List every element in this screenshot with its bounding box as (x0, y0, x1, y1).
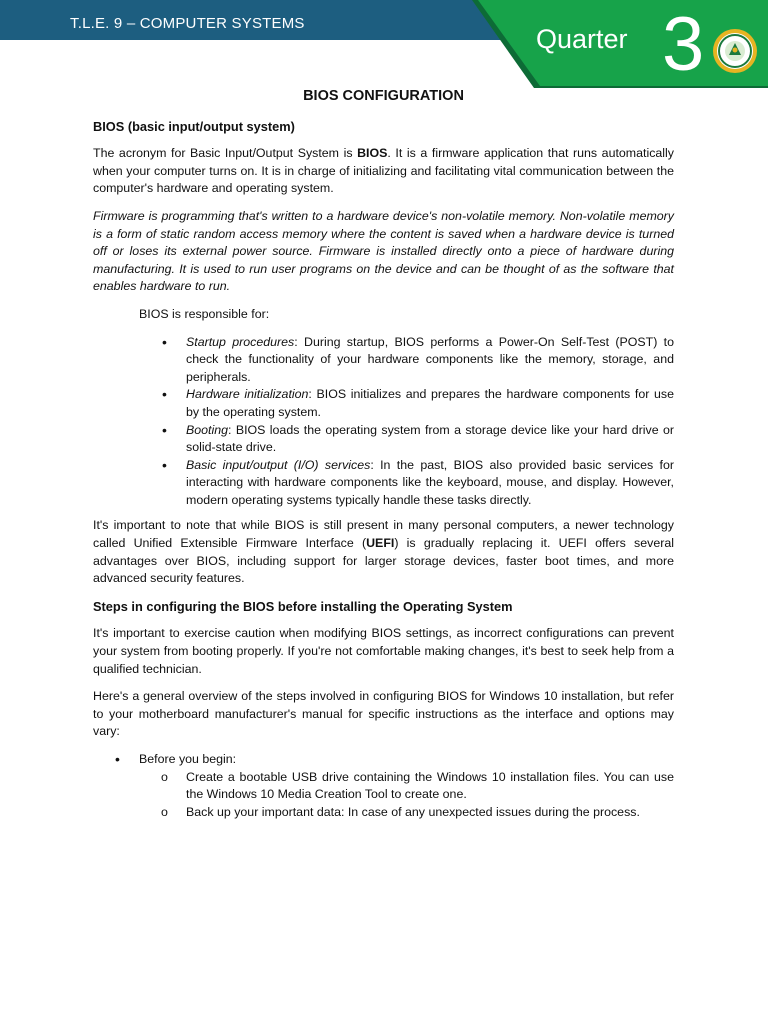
item-term: Basic input/output (I/O) services (186, 457, 371, 472)
uefi-paragraph (93, 517, 674, 587)
section-heading-bios: BIOS (basic input/output system) (93, 118, 295, 134)
bold-term-bios: BIOS (357, 146, 388, 161)
subject-title: T.L.E. 9 – COMPUTER SYSTEMS (70, 15, 305, 32)
document-title: BIOS CONFIGURATION (303, 88, 464, 104)
list-item (139, 769, 674, 804)
text-run: The acronym for Basic Input/Output System is (93, 146, 358, 161)
text-run: It's important to note that while BIOS is still present in many personal computers, a newer technology called Unified Extensible Firmware Interface ( (93, 518, 674, 551)
quarter-label: Quarter (536, 24, 628, 54)
responsible-intro: BIOS is responsible for: (139, 306, 270, 321)
document-body (93, 88, 674, 821)
header-banner (0, 0, 768, 92)
list-item (93, 334, 674, 387)
step-label: Before you begin: (139, 752, 237, 766)
bullet-icon: • (162, 386, 167, 403)
item-text: : During startup, BIOS performs a Power-On Self-Test (POST) to check the functionality of your hardware components like the memory, storage, and peripherals. (186, 334, 674, 384)
bios-definition-paragraph (93, 145, 674, 198)
steps-list (93, 751, 674, 821)
firmware-paragraph: Firmware is programming that's written to a hardware device's non-volatile memory. Non-volatile memory is a form of static random access memory where the content is saved when a hardware device is turned off or loses its external power source. Firmware is installed directly onto a piece of hardware during manufacturing. It is used to run user programs on the device and can be thought of as the software that enables hardware to run. (93, 208, 674, 294)
text-run: ) is gradually replacing it. UEFI offers several advantages over BIOS, including support for larger storage devices, faster boot times, and more advanced security features. (93, 536, 674, 586)
item-text: : In the past, BIOS also provided basic services for interacting with hardware components like the keyboard, mouse, and display. However, modern operating systems typically handle these tasks directly. (186, 457, 675, 507)
responsibility-list (93, 334, 674, 510)
section-heading-steps: Steps in configuring the BIOS before installing the Operating System (93, 598, 513, 614)
bold-term-uefi: UEFI (366, 536, 395, 551)
page-header (0, 0, 768, 92)
item-term: Startup procedures (186, 334, 295, 349)
school-seal-icon (712, 28, 758, 74)
caution-paragraph: It's important to exercise caution when modifying BIOS settings, as incorrect configurations can prevent your system from booting properly. If you're not comfortable making changes, it's best to seek help from a qualified technician. (93, 626, 674, 676)
text-run: . It is a firmware application that runs automatically when your computer turns on. It is in charge of initializing and facilitating vital communication between the computer's hardware and operating system. (93, 146, 674, 196)
list-item (93, 457, 674, 510)
substep-text: Create a bootable USB drive containing the Windows 10 installation files. You can use the Windows 10 Media Creation Tool to create one. (186, 769, 674, 802)
circle-bullet-icon: o (161, 769, 168, 784)
bullet-icon: • (162, 333, 167, 350)
quarter-number: 3 (662, 2, 705, 87)
item-term: Hardware initialization (186, 387, 309, 402)
bullet-icon: • (115, 751, 120, 767)
bullet-icon: • (162, 421, 167, 438)
list-item (93, 422, 674, 457)
item-text: : BIOS initializes and prepares the hardware components for use by the operating system. (186, 387, 674, 419)
bullet-icon: • (162, 456, 167, 473)
list-item (93, 386, 674, 421)
substep-text: Back up your important data: In case of any unexpected issues during the process. (186, 804, 640, 819)
circle-bullet-icon: o (161, 804, 168, 819)
substep-list (139, 769, 674, 822)
item-text: : BIOS loads the operating system from a storage device like your hard drive or solid-state drive. (186, 422, 674, 455)
item-term: Booting (186, 422, 229, 437)
list-item (93, 751, 674, 821)
list-item (139, 804, 674, 822)
overview-paragraph: Here's a general overview of the steps involved in configuring BIOS for Windows 10 installation, but refer to your motherboard manufacturer's manual for specific instructions as the interface and options may vary: (93, 689, 674, 739)
